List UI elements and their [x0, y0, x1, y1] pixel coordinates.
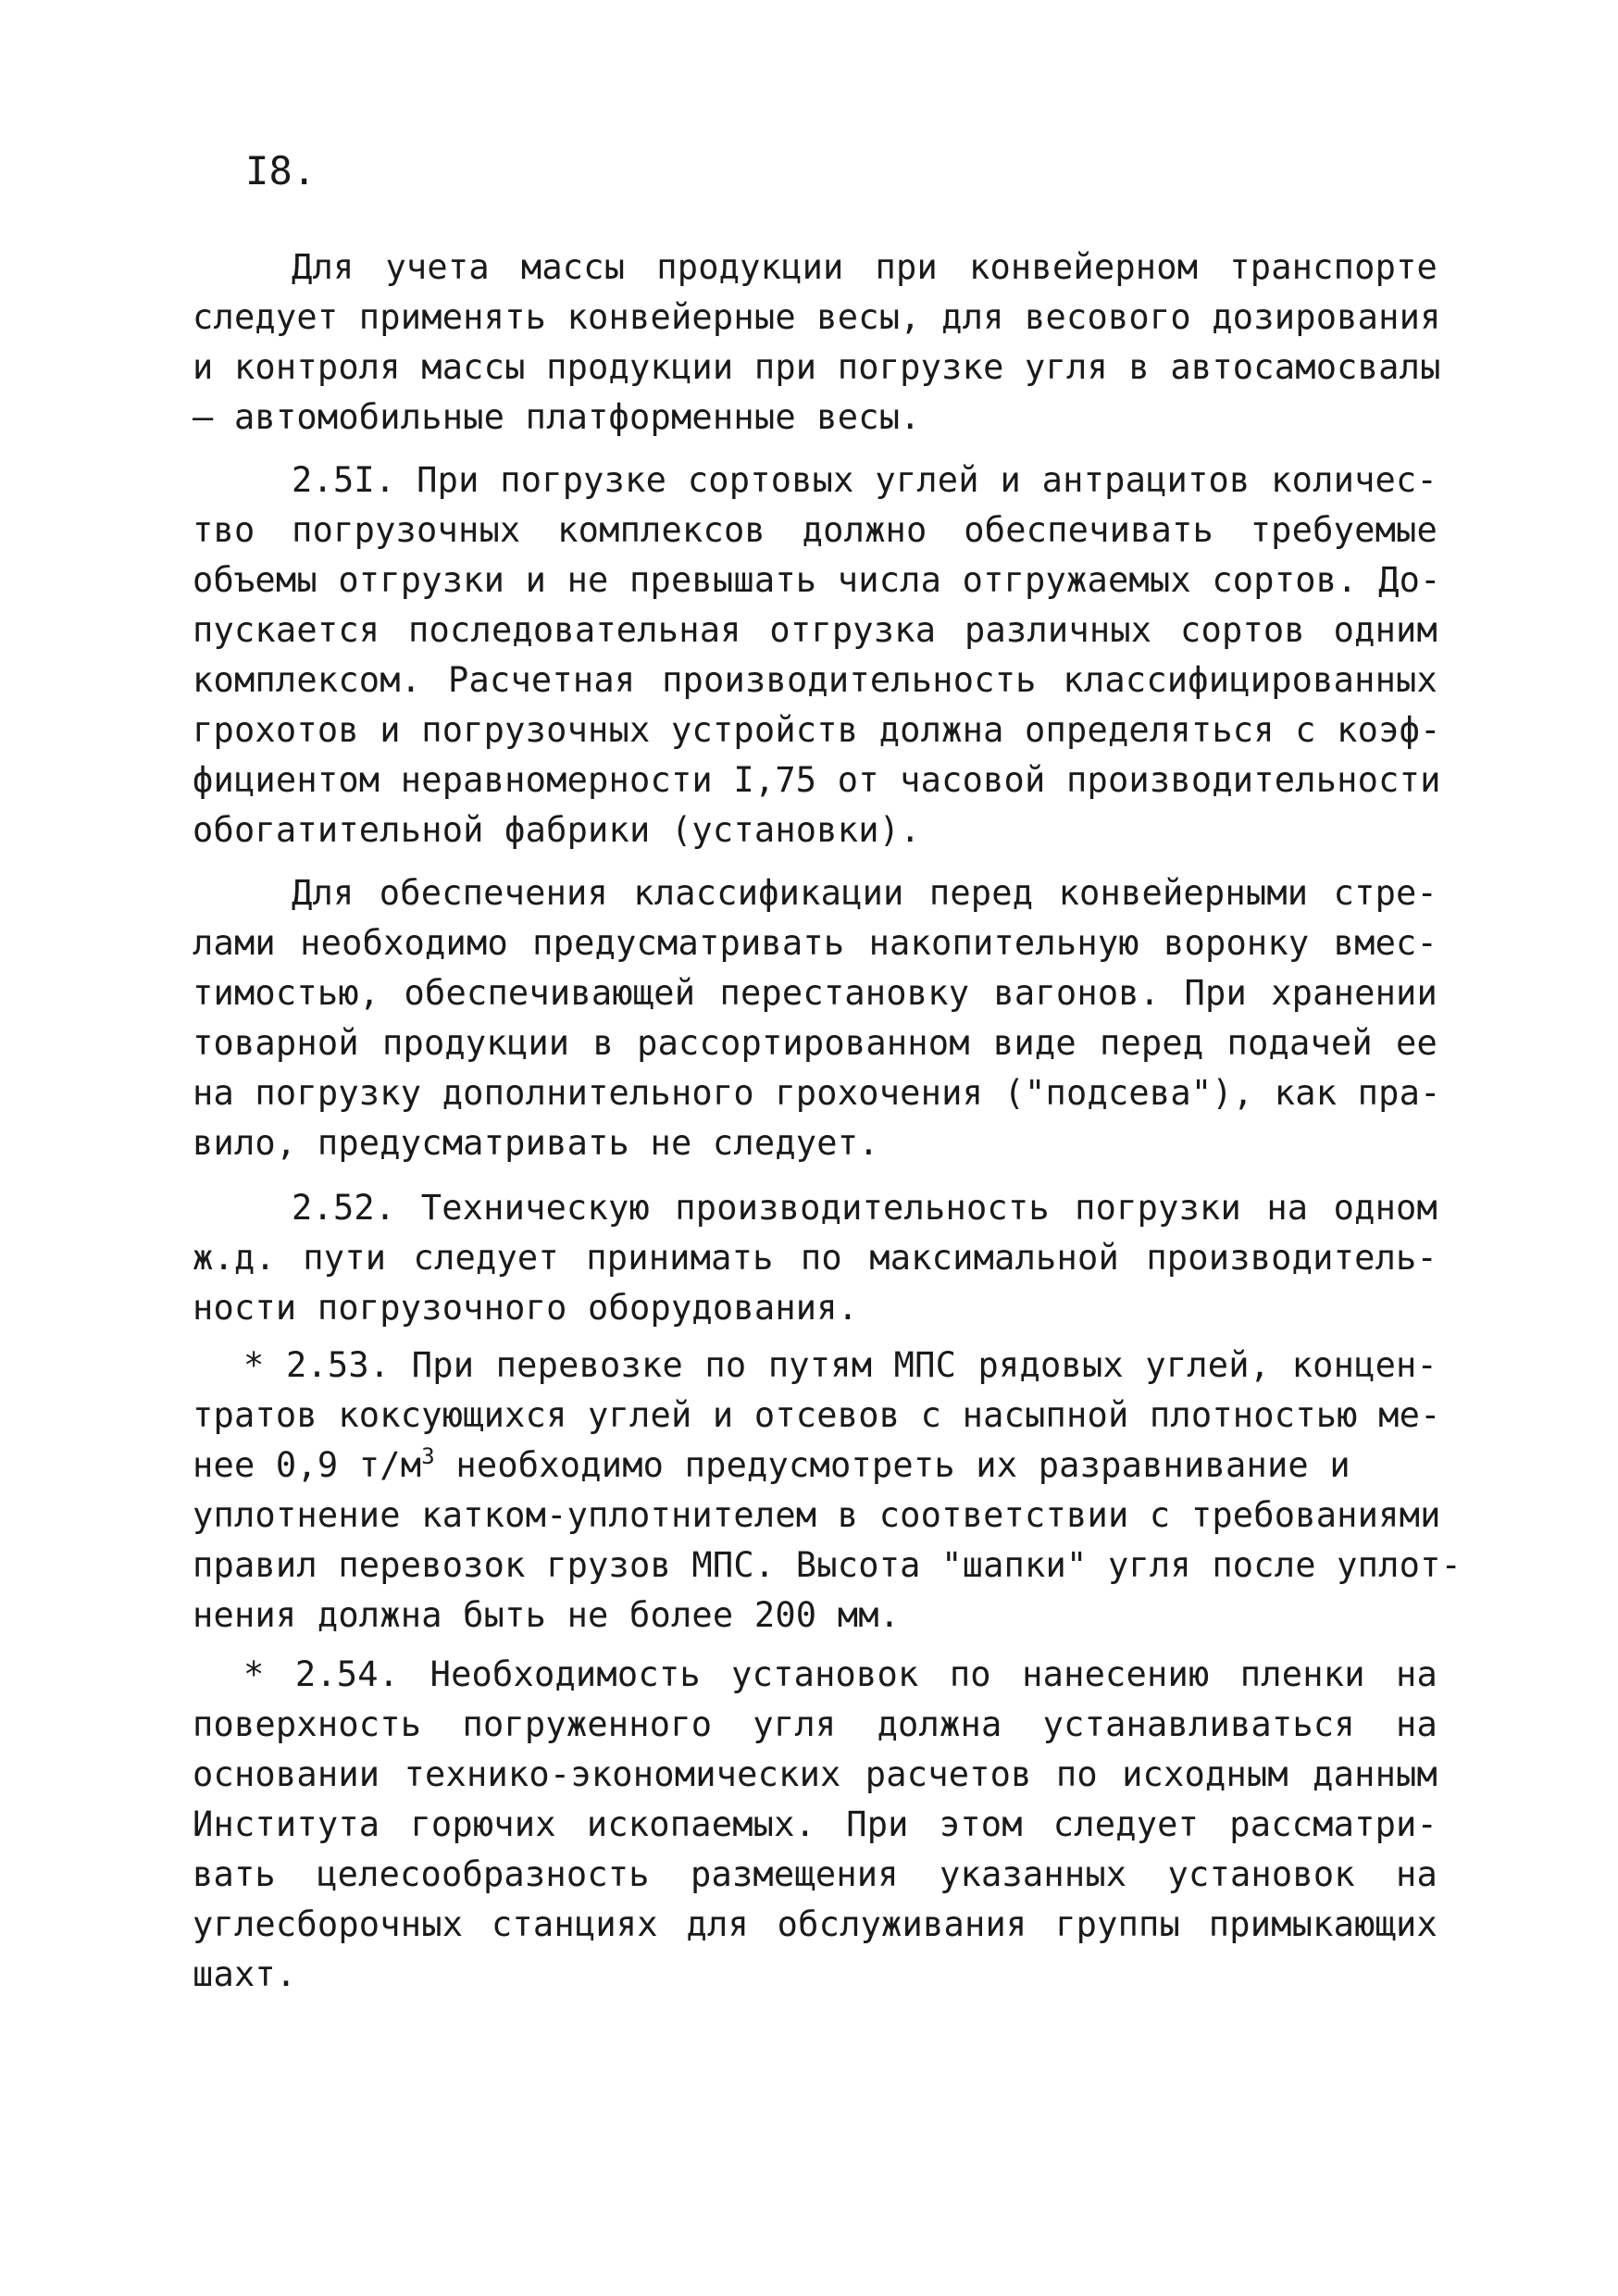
text-line: Института горючих ископаемых. При этом следует рассматри- [193, 1804, 1438, 1844]
text-line: следует применять конвейерные весы, для весового дозирования [193, 297, 1441, 337]
superscript-cube: 3 [421, 1443, 435, 1469]
text-line [193, 1441, 1438, 1491]
page-number: I8. [245, 148, 317, 193]
density-text: нее 0,9 т/м [193, 1445, 422, 1485]
text-line: на погрузку дополнительного грохочения ("подсева"), как пра- [193, 1073, 1441, 1113]
paragraph-2-53 [193, 1341, 1462, 1641]
text-line: углесборочных станциях для обслуживания группы примыкающих [193, 1904, 1438, 1944]
text-line: товарной продукции в рассортированном виде перед подачей ее [193, 1023, 1438, 1063]
text-line: 2.52. Техническую производительность погрузки на одном [292, 1188, 1438, 1228]
text-line: ности погрузочного оборудования. [193, 1288, 859, 1328]
text-line: пускается последовательная отгрузка различных сортов одним [193, 610, 1438, 650]
paragraph-2-54 [193, 1650, 1438, 2000]
text-line: * 2.53. При перевозке по путям МПС рядовых углей, концен- [243, 1345, 1438, 1385]
text-line: лами необходимо предусматривать накопительную воронку вмес- [193, 923, 1438, 963]
paragraph-2-51 [193, 455, 1441, 855]
paragraph-2-52 [193, 1183, 1438, 1333]
text-line: тимостью, обеспечивающей перестановку вагонов. При хранении [193, 973, 1438, 1013]
text-line: поверхность погруженного угля должна устанавливаться на [193, 1704, 1438, 1744]
text-line: Для учета массы продукции при конвейерном транспорте [292, 247, 1438, 287]
text-line: вило, предусматривать не следует. [193, 1123, 879, 1163]
text-line: нения должна быть не более 200 мм. [193, 1595, 901, 1635]
density-tail: необходимо предусмотреть их разравнивание и [434, 1445, 1350, 1485]
text-line: объемы отгрузки и не превышать числа отгружаемых сортов. До- [193, 560, 1441, 600]
text-line: Для обеспечения классификации перед конвейерными стре- [292, 873, 1438, 913]
text-line: обогатительной фабрики (установки). [193, 810, 921, 850]
text-line: и контроля массы продукции при погрузке угля в автосамосвалы [193, 347, 1441, 387]
text-line: * 2.54. Необходимость установок по нанесению пленки на [243, 1654, 1438, 1694]
text-line: – автомобильные платформенные весы. [193, 397, 921, 437]
text-line: тратов коксующихся углей и отсевов с насыпной плотностью ме- [193, 1395, 1441, 1435]
text-line: вать целесообразность размещения указанных установок на [193, 1854, 1438, 1894]
text-line: основании технико-экономических расчетов по исходным данным [193, 1754, 1438, 1794]
text-line: комплексом. Расчетная производительность классифицированных [193, 660, 1438, 700]
text-line: уплотнение катком-уплотнителем в соответствии с требованиями [193, 1495, 1441, 1535]
text-line: ж.д. пути следует принимать по максимальной производитель- [193, 1238, 1438, 1278]
paragraph-weighing [193, 243, 1441, 443]
text-line: правил перевозок грузов МПС. Высота "шапки" угля после уплот- [193, 1545, 1462, 1585]
paragraph-classification [193, 868, 1441, 1168]
text-line: 2.5I. При погрузке сортовых углей и антрацитов количес- [292, 460, 1438, 500]
text-line: шахт. [193, 1954, 297, 1994]
text-line: фициентом неравномерности I,75 от часовой производительности [193, 760, 1441, 800]
text-line: грохотов и погрузочных устройств должна определяться с коэф- [193, 710, 1441, 750]
text-line: тво погрузочных комплексов должно обеспечивать требуемые [193, 510, 1438, 550]
